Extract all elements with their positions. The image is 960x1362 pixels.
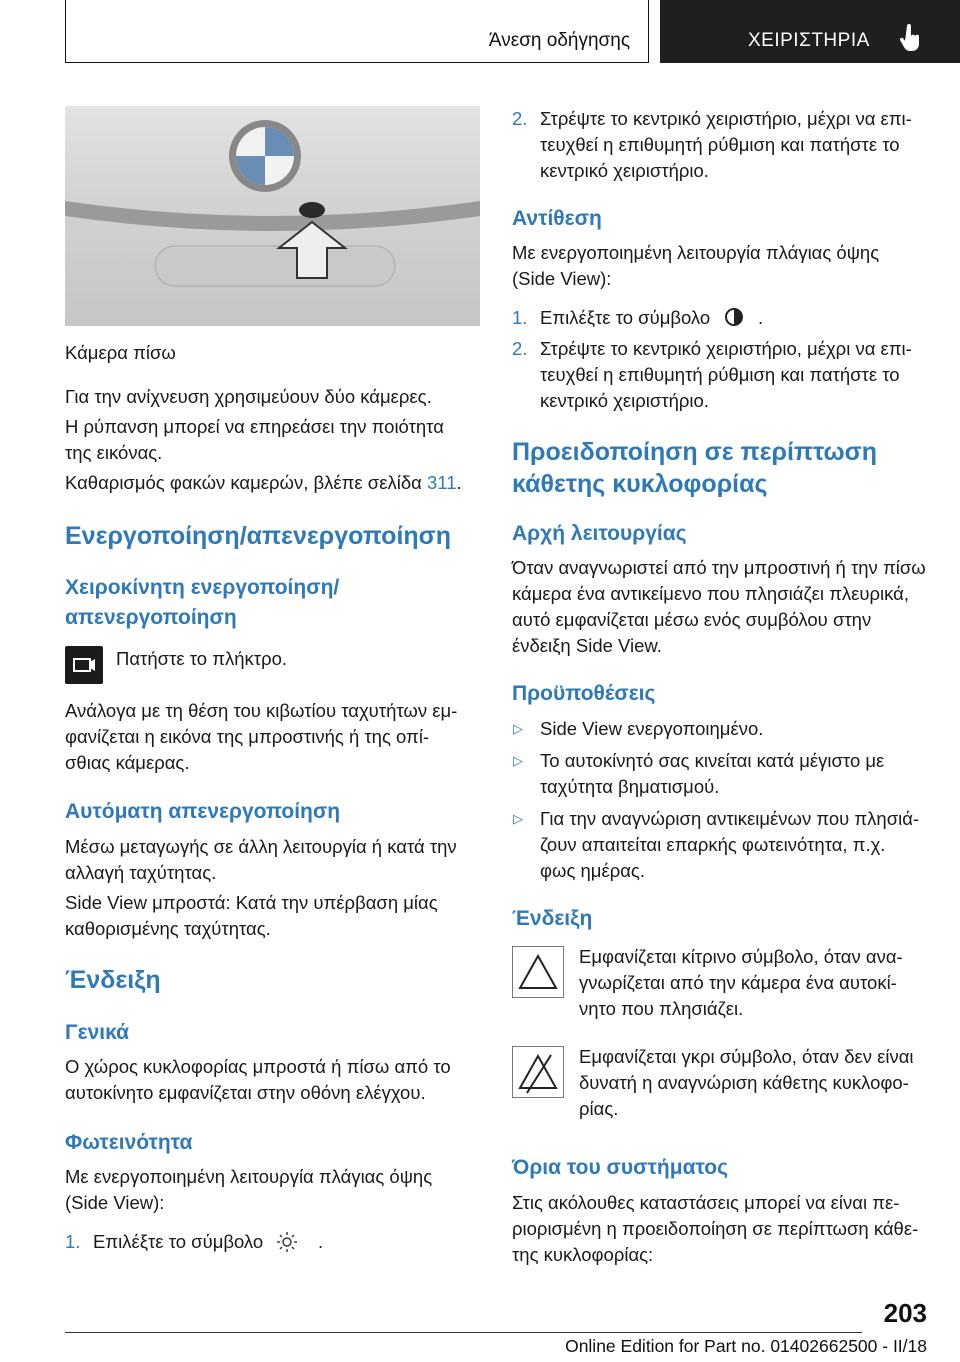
bullet-speed-line1: Το αυτοκίνητό σας κινείται κατά μέγιστο με bbox=[540, 750, 885, 771]
paragraph-switch-line2: αλλαγή ταχύτητας. bbox=[65, 862, 217, 883]
paragraph-brightness-line2: (Side View): bbox=[65, 1192, 165, 1213]
paragraph-cleaning bbox=[65, 470, 462, 496]
heading-prerequisites: Προϋποθέσεις bbox=[512, 682, 656, 705]
step-end: . bbox=[758, 307, 764, 328]
step-turn-line2: τευχθεί η επιθυμητή ρύθμιση και πατήστε το bbox=[540, 364, 900, 385]
grey-symbol-line2: δυνατή η αναγνώριση κάθετης κυκλοφο- bbox=[579, 1072, 909, 1093]
step-turn-line3: κεντρικό χειριστήριο. bbox=[540, 390, 709, 411]
paragraph-limits-line2: ριορισμένη η προειδοποίηση σε περίπτωση κάθε- bbox=[512, 1218, 919, 1239]
rear-camera-photo bbox=[65, 106, 480, 326]
paragraph-principle-line2: κάμερα ένα αντικείμενο που πλησιάζει πλευρικά, bbox=[512, 583, 909, 604]
paragraph-sideview-line1: Side View μπροστά: Κατά την υπέρβαση μίας bbox=[65, 892, 438, 913]
heading-manual-line2: απενεργοποίηση bbox=[65, 606, 237, 629]
paragraph-general-line1: Ο χώρος κυκλοφορίας μπροστά ή πίσω από το bbox=[65, 1056, 451, 1077]
grey-warning-unavailable-icon bbox=[512, 1046, 564, 1098]
step-number: 2. bbox=[512, 338, 528, 359]
contrast-icon bbox=[722, 305, 746, 329]
paragraph-switch-line1: Μέσω μεταγωγής σε άλλη λειτουργία ή κατά την bbox=[65, 836, 457, 857]
paragraph-limits-line3: της κυκλοφορίας: bbox=[512, 1244, 654, 1265]
step-turn-line3: κεντρικό χειριστήριο. bbox=[540, 160, 709, 181]
yellow-symbol-line1: Εμφανίζεται κίτρινο σύμβολο, όταν ανα- bbox=[579, 946, 903, 967]
yellow-warning-triangle-icon bbox=[512, 946, 564, 998]
footer-rule bbox=[65, 1332, 862, 1333]
step-select-brightness: Επιλέξτε το σύμβολο bbox=[93, 1231, 264, 1252]
paragraph-brightness-line1: Με ενεργοποιημένη λειτουργία πλάγιας όψης bbox=[65, 1166, 433, 1187]
header-frame bbox=[65, 0, 649, 63]
paragraph-gear-line3: σθιας κάμερας. bbox=[65, 752, 190, 773]
heading-auto-off: Αυτόματη απενεργοποίηση bbox=[65, 800, 341, 823]
edition-text: Online Edition for Part no. 01402662500 - II/18 bbox=[565, 1336, 927, 1356]
heading-brightness: Φωτεινότητα bbox=[65, 1131, 193, 1154]
paragraph-dirt-line2: της εικόνας. bbox=[65, 442, 163, 463]
grey-symbol-line1: Εμφανίζεται γκρι σύμβολο, όταν δεν είναι bbox=[579, 1046, 914, 1067]
chapter-tab-label: ΧΕΙΡΙΣΤΗΡΙΑ bbox=[748, 30, 870, 51]
step-end: . bbox=[318, 1231, 324, 1252]
heading-display: Ένδειξη bbox=[65, 966, 161, 994]
cleaning-end: . bbox=[456, 472, 462, 493]
paragraph-dirt-line1: Η ρύπανση μπορεί να επηρεάσει την ποιότητα bbox=[65, 416, 444, 437]
paragraph-contrast-line1: Με ενεργοποιημένη λειτουργία πλάγιας όψης bbox=[512, 242, 880, 263]
paragraph-principle-line4: ένδειξη Side View. bbox=[512, 635, 662, 656]
grey-symbol-line3: ρίας. bbox=[579, 1098, 619, 1119]
step-select-contrast: Επιλέξτε το σύμβολο bbox=[540, 307, 711, 328]
heading-warning-line1: Προειδοποίηση σε περίπτωση bbox=[512, 438, 878, 466]
camera-button-icon bbox=[65, 646, 103, 684]
bullet-sideview: Side View ενεργοποιημένο. bbox=[540, 718, 764, 739]
paragraph-cameras: Για την ανίχνευση χρησιμεύουν δύο κάμερες. bbox=[65, 386, 432, 407]
step-number: 2. bbox=[512, 108, 528, 129]
step-turn-line1: Στρέψτε το κεντρικό χειριστήριο, μέχρι να επι- bbox=[540, 338, 912, 359]
heading-warning-line2: κάθετης κυκλοφορίας bbox=[512, 470, 768, 498]
press-button-text: Πατήστε το πλήκτρο. bbox=[116, 648, 288, 669]
step-number: 1. bbox=[512, 307, 528, 328]
step-number: 1. bbox=[65, 1231, 81, 1252]
heading-principle: Αρχή λειτουργίας bbox=[512, 522, 687, 545]
brightness-icon bbox=[275, 1230, 299, 1254]
photo-caption: Κάμερα πίσω bbox=[65, 342, 176, 363]
paragraph-limits-line1: Στις ακόλουθες καταστάσεις μπορεί να είναι πε- bbox=[512, 1192, 900, 1213]
heading-on-off: Ενεργοποίηση/απενεργοποίηση bbox=[65, 522, 452, 550]
step-turn-line1: Στρέψτε το κεντρικό χειριστήριο, μέχρι να επι- bbox=[540, 108, 912, 129]
yellow-symbol-line3: νητο που πλησιάζει. bbox=[579, 998, 744, 1019]
pointing-hand-icon bbox=[898, 24, 922, 52]
heading-general: Γενικά bbox=[65, 1021, 130, 1044]
heading-indication: Ένδειξη bbox=[512, 907, 593, 930]
heading-contrast: Αντίθεση bbox=[512, 207, 602, 230]
bullet-light-line1: Για την αναγνώριση αντικειμένων που πλησιά- bbox=[540, 808, 920, 829]
paragraph-principle-line1: Όταν αναγνωριστεί από την μπροστινή ή την πίσω bbox=[512, 557, 926, 578]
page-number: 203 bbox=[883, 1298, 927, 1328]
bullet-light-line3: φως ημέρας. bbox=[540, 860, 645, 881]
cleaning-text: Καθαρισμός φακών καμερών, βλέπε σελίδα bbox=[65, 472, 427, 493]
page-reference-link[interactable]: 311 bbox=[426, 472, 457, 493]
bullet-light-line2: ζουν απαιτείται επαρκής φωτεινότητα, π.χ. bbox=[540, 834, 886, 855]
paragraph-sideview-line2: καθορισμένης ταχύτητας. bbox=[65, 918, 271, 939]
yellow-symbol-line2: γνωρίζεται από την κάμερα ένα αυτοκί- bbox=[579, 972, 897, 993]
bullet-triangle-icon: ▷ bbox=[513, 753, 523, 768]
paragraph-gear-line2: φανίζεται η εικόνα της μπροστινής ή της οπί- bbox=[65, 726, 430, 747]
paragraph-contrast-line2: (Side View): bbox=[512, 268, 612, 289]
bullet-speed-line2: ταχύτητα βηματισμού. bbox=[540, 776, 720, 797]
step-turn-line2: τευχθεί η επιθυμητή ρύθμιση και πατήστε το bbox=[540, 134, 900, 155]
bullet-triangle-icon: ▷ bbox=[513, 811, 523, 826]
bullet-triangle-icon: ▷ bbox=[513, 721, 523, 736]
section-title: Άνεση οδήγησης bbox=[488, 30, 630, 51]
paragraph-gear-line1: Ανάλογα με τη θέση του κιβωτίου ταχυτήτων εμ- bbox=[65, 700, 458, 721]
heading-manual-line1: Χειροκίνητη ενεργοποίηση/ bbox=[65, 576, 340, 599]
paragraph-general-line2: αυτοκίνητο εμφανίζεται στην οθόνη ελέγχου. bbox=[65, 1082, 426, 1103]
paragraph-principle-line3: αυτό εμφανίζεται μέσω ενός συμβόλου στην bbox=[512, 609, 872, 630]
heading-system-limits: Όρια του συστήματος bbox=[512, 1156, 729, 1179]
